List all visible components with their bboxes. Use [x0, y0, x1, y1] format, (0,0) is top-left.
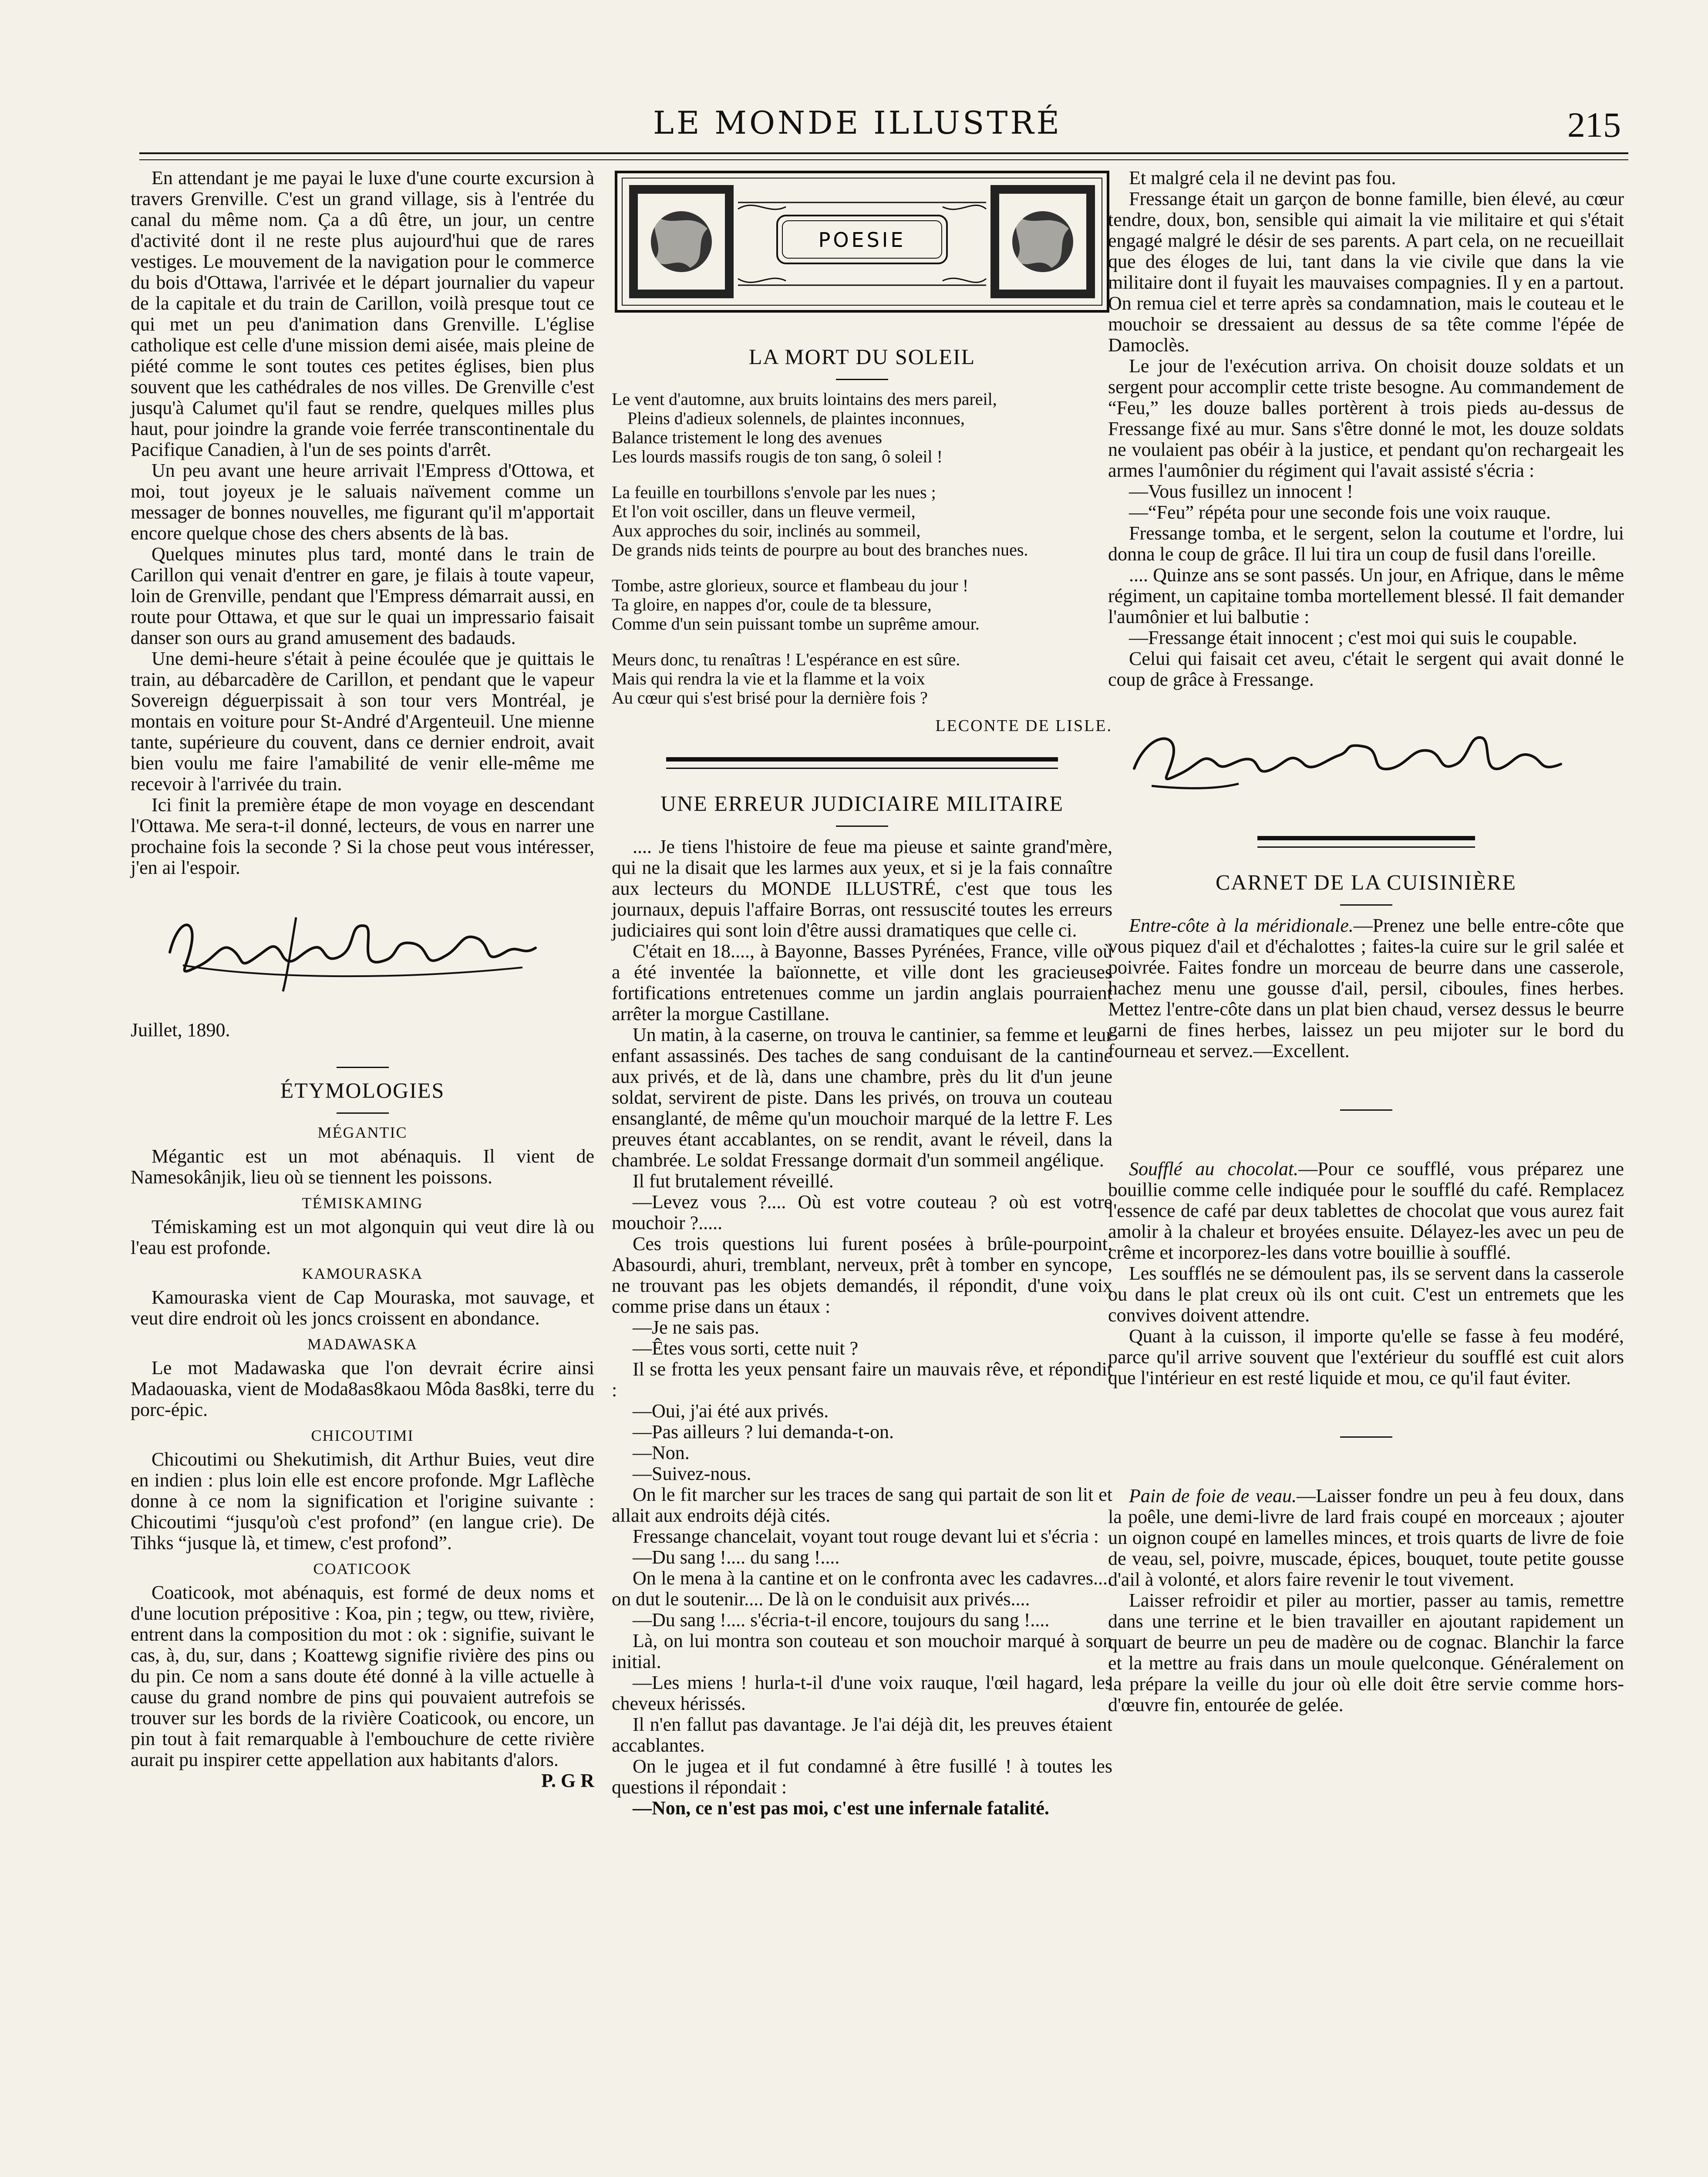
travel-paragraph: En attendant je me payai le luxe d'une courte excursion à travers Grenville. C'est un grand village, sis à l'entrée du canal du même nom. Ça a dû être, un jour, un centre d'activité dont il ne reste plus aujourd'hui que de rares vestiges. Le mouvement de la navigation pour le commerce du bois d'Ottawa, l'arrivée et le départ journalier du vapeur de la capitale et du train de Carillon, voilà presque tout ce qui met un peu d'animation dans Grenville. L'église catholique est celle d'une mission demi aisée, mais pleine de piété comme le sont toutes ces petites églises, bien plus souvent que les cathédrales de nos villes. De Grenville c'est jusqu'à Calumet qu'il faut se rendre, quelques milles plus haut, pour joindre la grande voie ferrée transcontinentale du Pacifique Canadien, à l'un de ses points d'arrêt. — [131, 167, 594, 460]
recipe-text: —Laisser fondre un peu à feu doux, dans la poêle, une demi-livre de lard frais coupé en morceaux ; ajouter un oignon coupé en lamelles minces, et trois quarts de livre de foie de veau, sel, poivre, muscade, épices, bouquet, toute petite gousse d'ail à volonté, et alors faire revenir le tout vivement. — [1108, 1485, 1624, 1590]
story-paragraph: Et malgré cela il ne devint pas fou. — [1129, 167, 1396, 189]
story-title: UNE ERREUR JUDICIAIRE MILITAIRE — [660, 791, 1064, 816]
recipe-name: Pain de foie de veau. — [1129, 1485, 1297, 1506]
etymology-head: COATICOOK — [313, 1560, 412, 1577]
recipe-paragraph: Laisser refroidir et piler au mortier, passer au tamis, remettre dans une terrine et le bien travailler en ajoutant rapidement un quart de beurre un peu de madère ou de cognac. Blanchir la farce et la mettre au frais dans un moule quelconque. Généralement on la prépare la veille du jour où elle doit être servie comme hors-d'œuvre fin, entourée de gelée. — [1108, 1590, 1624, 1715]
story-paragraph: Fressange était un garçon de bonne famille, bien élevé, au cœur tendre, doux, bon, sensible qui aimait la vie militaire et qui s'était engagé malgré le désir de ses parents. A part cela, on ne recueillait que des éloges de lui, tant dans la vie civile que dans la vie militaire dont il fuyait les mauvaises compagnies. Il y en a partout. On remua ciel et terre après sa condamnation, mais le couteau et le mouchoir se dressaient au dessus de sa tête comme l'épée de Damoclès. — [1108, 188, 1624, 356]
header-rule — [139, 152, 1628, 160]
etymology-head: MÉGANTIC — [317, 1124, 408, 1141]
story-paragraph: —Levez vous ?.... Où est votre couteau ? où est votre mouchoir ?..... — [612, 1191, 1112, 1233]
poem-line: Mais qui rendra la vie et la flamme et la voix — [612, 669, 925, 688]
carnet-title: CARNET DE LA CUISINIÈRE — [1216, 870, 1516, 894]
story-paragraph: —Je ne sais pas. — [633, 1317, 759, 1338]
story-paragraph: —Fressange était innocent ; c'est moi qui suis le coupable. — [1129, 627, 1577, 648]
travel-paragraph: Ici finit la première étape de mon voyage en descendant l'Ottawa. Me sera-t-il donné, lecteurs, de vous en narrer une prochaine fois la seconde ? Si la chose peut vous intéresser, j'en ai l'espoir. — [131, 794, 594, 878]
travel-paragraph: Une demi-heure s'était à peine écoulée que je quittais le train, au débarcadère de Carillon, et pendant que le vapeur Sovereign déguerpissait à son tour vers Montréal, je montais en voiture pour St-André d'Argenteuil. Une mienne tante, supérieure du couvent, dans ce dernier endroit, avait bien voulu me faire l'amabilité de venir elle-même me recevoir à l'arrivée du train. — [131, 648, 594, 795]
section-divider — [666, 757, 1058, 769]
story-paragraph: Il fut brutalement réveillé. — [633, 1170, 834, 1192]
recipe-text: —Prenez une belle entre-côte que vous piquez d'ail et d'échalottes ; faites-la cuire sur le gril salée et poivrée. Faites fondre un morceau de beurre dans une casserole, hachez menu une gousse d'ail, persil, ciboules, fines herbes. Mettez l'entre-côte dans un plat bien chaud, versez dessus le beurre garni de fines herbes, laissez un peu mijoter sur le bord du fourneau et servez.—Excellent. — [1108, 915, 1624, 1062]
story-paragraph: —Oui, j'ai été aux privés. — [633, 1400, 829, 1422]
story-paragraph: Fressange chancelait, voyant tout rouge devant lui et s'écria : — [633, 1526, 1099, 1547]
poem-line: Comme d'un sein puissant tombe un suprême amour. — [612, 614, 980, 634]
story-paragraph: Fressange tomba, et le sergent, selon la coutume et l'ordre, lui donna le coup de grâce. Il lui tira un coup de fusil dans l'oreille. — [1108, 522, 1624, 565]
section-divider — [1340, 904, 1392, 906]
author-signature — [131, 891, 566, 1004]
page-number: 215 — [1567, 105, 1621, 145]
poem — [612, 390, 1112, 708]
poem-line: Meurs donc, tu renaîtras ! L'espérance en est sûre. — [612, 650, 960, 669]
story-paragraph: —Pas ailleurs ? lui demanda-t-on. — [633, 1421, 894, 1442]
poem-line: Le vent d'automne, aux bruits lointains des mers pareil, — [612, 389, 997, 409]
etymology-text-body: Coaticook, mot abénaquis, est formé de deux noms et d'une locution prépositive : Koa, pin ; tegw, ou ttew, rivière, entrent dans la composition du mot : ok : signifie, suivant le cas, à, du, sur, dans ; Koattewg signifie rivière des pins ou du pin. Ce nom a sans doute été donné à la ville actuelle à cause du grand nombre de pins qui pouvaient autrefois se trouver sur les bords de la rivière Coaticook, ou encore, un pin tout à fait remarquable à l'embouchure de cette rivière aurait pu inspirer cette appellation aux habitants d'alors. — [131, 1582, 594, 1770]
story-paragraph: C'était en 18...., à Bayonne, Basses Pyrénées, France, ville où a été inventée la baïonnette, et ville dont les gracieuses fortifications entretenues comme un jardin anglais pourraient arrêter la morgue Castillane. — [612, 940, 1112, 1024]
story-paragraph: Un matin, à la caserne, on trouva le cantinier, sa femme et leur enfant assassinés. Des taches de sang conduisant de la cantine aux privés, et de là, dans une chambre, près du lit d'un jeune soldat, servirent de piste. Dans les privés, on trouva un couteau ensanglanté, de même qu'un mouchoir marqué de la lettre F. Les preuves étant accablantes, on se rendit, avant le réveil, dans la chambrée. Le soldat Fressange dormait d'un sommeil angélique. — [612, 1024, 1112, 1171]
section-divider — [1340, 1436, 1392, 1438]
poem-line: Au cœur qui s'est brisé pour la dernière fois ? — [612, 688, 928, 708]
travel-paragraph: Un peu avant une heure arrivait l'Empress d'Ottowa, et moi, tout joyeux je le saluais naïvement comme un messager de bonnes nouvelles, me figurant qu'il m'apportait encore quelque chose des chers absents de là bas. — [131, 460, 594, 544]
poem-stanza — [612, 483, 1112, 559]
recipe-name: Entre-côte à la méridionale. — [1129, 915, 1354, 936]
story-paragraph: Le jour de l'exécution arriva. On choisit douze soldats et un sergent pour accomplir cette triste besogne. Au commandement de “Feu,” les douze balles portèrent à trois pieds au-dessus de Fressange fixé au mur. Sans s'être donné le mot, les douze soldats ne voulaient pas obéir à la justice, et pendant qu'on rechargeait les armes l'aumônier du régiment qui l'avait assisté s'écria : — [1108, 355, 1624, 481]
etymology-head: CHICOUTIMI — [311, 1427, 414, 1444]
recipe-text: —Pour ce soufflé, vous préparez une bouillie comme celle indiquée pour le soufflé du café. Remplacez l'essence de café par deux tablettes de chocolat que vous aurez fait amolir à la chaleur et broyées ensuite. Délayez-les avec un peu de crême et incorporez-les dans votre bouillie à soufflé. — [1108, 1158, 1624, 1263]
etymology-signature: P. G R — [541, 1770, 594, 1791]
poem-line: La feuille en tourbillons s'envole par les nues ; — [612, 482, 936, 502]
poem-stanza — [612, 576, 1112, 634]
story-paragraph: —Êtes vous sorti, cette nuit ? — [633, 1338, 859, 1359]
recipe-paragraph — [1108, 915, 1624, 1062]
recipe-paragraph: Quant à la cuisson, il importe qu'elle se fasse à feu modéré, parce qu'il arrive souvent que l'extérieur du soufflé est cuit alors que l'intérieur en est resté liquide et mou, ce qu'il faut éviter. — [1108, 1325, 1624, 1388]
story-paragraph: —Du sang !.... s'écria-t-il encore, toujours du sang !.... — [633, 1609, 1050, 1631]
travel-paragraph: Quelques minutes plus tard, monté dans le train de Carillon qui venait d'entrer en gare, je filais à toute vapeur, loin de Grenville, pendant que l'Empress démarrait aussi, en route pour Ottawa, et que sur le quai un impressario faisait danser son ours au grand amusement des badauds. — [131, 543, 594, 648]
story-paragraph: —Les miens ! hurla-t-il d'une voix rauque, l'œil hagard, les cheveux hérissés. — [612, 1672, 1112, 1714]
story-paragraph: —Du sang !.... du sang !.... — [633, 1547, 840, 1568]
poem-line: Tombe, astre glorieux, source et flambeau du jour ! — [612, 576, 969, 595]
etymology-head: TÉMISKAMING — [302, 1194, 423, 1212]
masthead-title: LE MONDE ILLUSTRÉ — [653, 104, 1062, 141]
etymology-text: Kamouraska vient de Cap Mouraska, mot sauvage, et veut dire endroit où les joncs croissent en abondance. — [131, 1287, 594, 1329]
story-paragraph: —Vous fusillez un innocent ! — [1129, 481, 1353, 502]
story-signature — [1108, 703, 1587, 803]
story-paragraph: —Suivez-nous. — [633, 1463, 751, 1484]
etymology-text: Témiskaming est un mot algonquin qui veut dire là ou l'eau est profonde. — [131, 1216, 594, 1258]
section-divider — [337, 1067, 389, 1068]
story-paragraph: On le mena à la cantine et on le confronta avec les cadavres.... on dut le soutenir.... De là on le conduisit aux privés.... — [612, 1567, 1112, 1610]
poem-line: Ta gloire, en nappes d'or, coule de ta blessure, — [612, 595, 932, 614]
etymology-head: KAMOURASKA — [302, 1265, 423, 1282]
etymologies-title: ÉTYMOLOGIES — [280, 1078, 445, 1102]
story-paragraph: Il se frotta les yeux pensant faire un mauvais rêve, et répondit : — [612, 1358, 1112, 1401]
section-divider — [1340, 1109, 1392, 1111]
poem-author: LECONTE DE LISLE. — [935, 717, 1112, 735]
date-line: Juillet, 1890. — [131, 1019, 230, 1041]
column-2 — [612, 168, 1112, 1819]
story-paragraph: —“Feu” répéta pour une seconde fois une voix rauque. — [1129, 502, 1551, 523]
etymology-text — [131, 1582, 594, 1791]
story-paragraph: .... Quinze ans se sont passés. Un jour, en Afrique, dans le même régiment, un capitaine tomba mortellement blessé. Il fait demander l'aumônier et lui balbutie : — [1108, 564, 1624, 627]
recipe-paragraph: Les soufflés ne se démoulent pas, ils se servent dans la casserole ou dans le plat creux où ils ont cuit. C'est un entremets que les convives doivent attendre. — [1108, 1263, 1624, 1326]
etymology-text: Chicoutimi ou Shekutimish, dit Arthur Buies, veut dire en indien : plus loin elle est encore profonde. Mgr Laflèche donne à ce nom la signification et l'origine suivante : Chicoutimi “jusqu'où c'est profond” (en langue crie). De Tihks “jusque là, et timew, c'est profond”. — [131, 1449, 594, 1554]
section-divider — [836, 826, 888, 827]
story-paragraph: .... Je tiens l'histoire de feue ma pieuse et sainte grand'mère, qui ne la disait que les larmes aux yeux, et si je la fais connaître aux lecteurs du MONDE ILLUSTRÉ, c'est que tous les journaux, depuis l'affaire Borras, ont ressuscité toutes les erreurs judiciaires qui sont loin d'être aussi dramatiques que celle ci. — [612, 836, 1112, 941]
poem-stanza — [612, 650, 1112, 708]
column-3 — [1108, 168, 1624, 1715]
poem-line: Aux approches du soir, inclinés au sommeil, — [612, 521, 921, 540]
etymology-text: Mégantic est un mot abénaquis. Il vient de Namesokânjik, lieu où se tiennent les poissons. — [131, 1146, 594, 1188]
poem-line: Et l'on voit osciller, dans un fleuve vermeil, — [612, 502, 916, 521]
banner-label: POESIE — [818, 228, 906, 252]
poem-stanza — [612, 390, 1112, 466]
story-paragraph: On le fit marcher sur les traces de sang qui partait de son lit et allait aux endroits déjà cités. — [612, 1484, 1112, 1526]
poem-line: Pleins d'adieux solennels, de plaintes inconnues, — [627, 408, 965, 428]
poem-line: De grands nids teints de pourpre au bout des branches nues. — [612, 540, 1028, 559]
story-paragraph: Là, on lui montra son couteau et son mouchoir marqué à son initial. — [612, 1630, 1112, 1672]
recipe-name: Soufflé au chocolat. — [1129, 1158, 1299, 1179]
poem-line: Balance tristement le long des avenues — [612, 428, 882, 447]
story-paragraph: Il n'en fallut pas davantage. Je l'ai déjà dit, les preuves étaient accablantes. — [612, 1714, 1112, 1756]
story-paragraph: —Non, ce n'est pas moi, c'est une infernale fatalité. — [633, 1797, 1049, 1819]
etymology-head: MADAWASKA — [307, 1335, 418, 1353]
recipe-paragraph — [1108, 1159, 1624, 1263]
poem-title: LA MORT DU SOLEIL — [748, 344, 976, 369]
column-1 — [131, 168, 594, 1791]
poetry-banner — [612, 168, 1112, 333]
section-divider — [1257, 836, 1475, 848]
recipe-paragraph — [1108, 1486, 1624, 1590]
story-paragraph: On le jugea et il fut condamné à être fusillé ! à toutes les questions il répondait : — [612, 1756, 1112, 1798]
section-divider — [836, 379, 888, 380]
story-paragraph: Ces trois questions lui furent posées à brûle-pourpoint. Abasourdi, ahuri, tremblant, nerveux, prêt à tomber en syncope, ne trouvant pas les objets demandés, il répondit, d'une voix comme prise dans un étaux : — [612, 1233, 1112, 1317]
section-divider — [337, 1112, 389, 1114]
story-paragraph: —Non. — [633, 1442, 690, 1463]
poem-line: Les lourds massifs rougis de ton sang, ô soleil ! — [612, 447, 943, 466]
story-paragraph: Celui qui faisait cet aveu, c'était le sergent qui avait donné le coup de grâce à Fressange. — [1108, 648, 1624, 690]
etymology-text: Le mot Madawaska que l'on devrait écrire ainsi Madaouaska, vient de Moda8as8kaou Môda 8as8ki, terre du porc-épic. — [131, 1357, 594, 1420]
